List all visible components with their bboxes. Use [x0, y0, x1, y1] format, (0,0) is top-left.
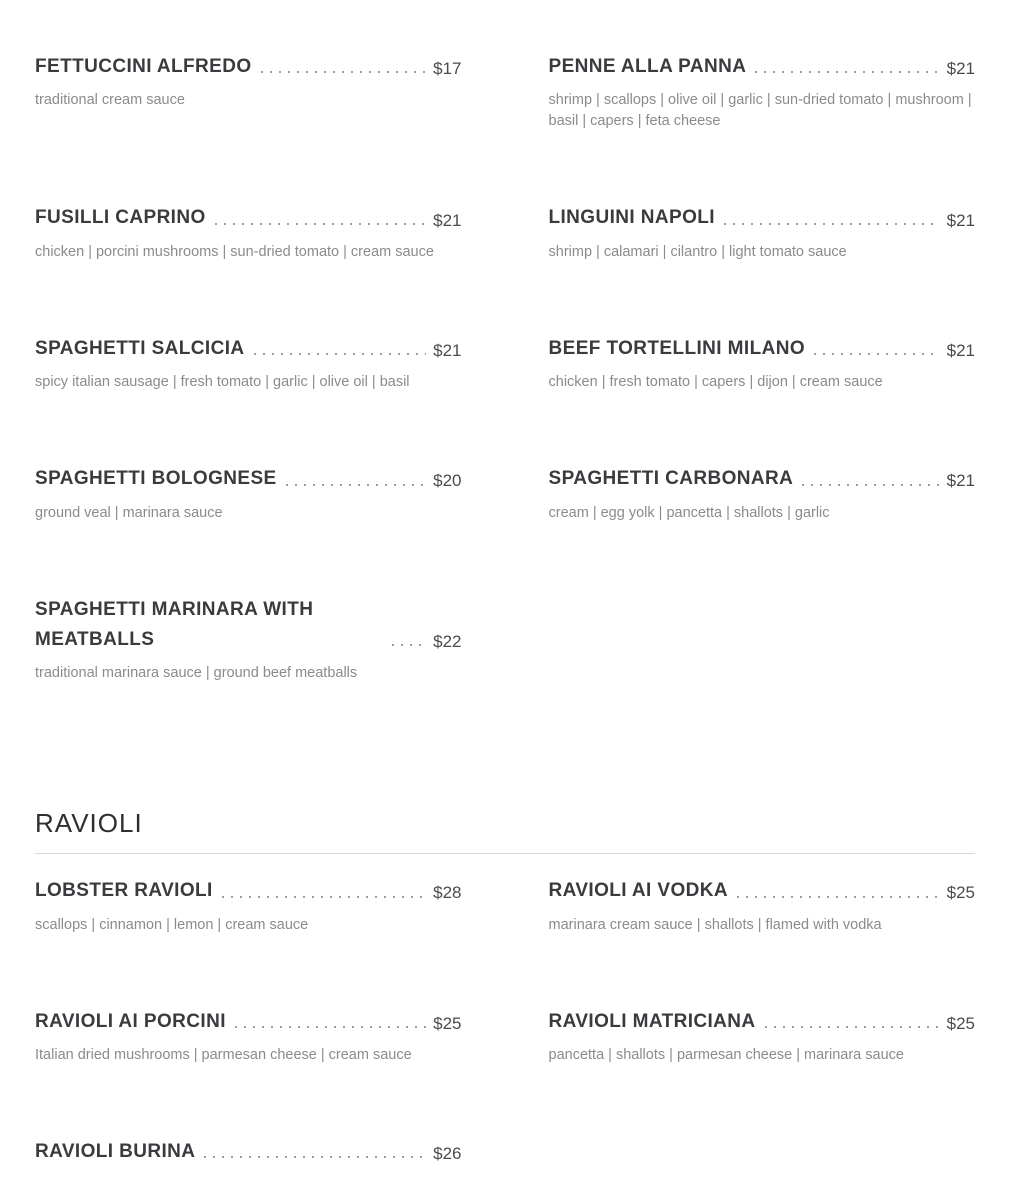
- item-price: $25: [433, 1013, 462, 1033]
- ravioli-section: [35, 876, 975, 1180]
- item-desc: marinara cream sauce | shallots | flamed with vodka: [548, 916, 882, 933]
- pasta-section: [35, 0, 975, 755]
- item-line: [549, 876, 976, 906]
- item-name: BEEF TORTELLINI MILANO: [548, 337, 805, 359]
- item-name: SPAGHETTI BOLOGNESE: [35, 468, 277, 490]
- dot-leader: [254, 353, 427, 355]
- menu-item: [549, 876, 976, 935]
- menu-item: [35, 464, 462, 523]
- section-divider: [35, 853, 975, 854]
- item-name: RAVIOLI BURINA: [35, 1140, 196, 1162]
- item-price: $26: [433, 1144, 462, 1164]
- item-name: SPAGHETTI CARBONARA: [548, 468, 794, 490]
- dot-leader: [235, 1026, 426, 1028]
- menu-item: [35, 876, 462, 935]
- dot-leader: [755, 71, 939, 73]
- item-price: $21: [946, 210, 975, 230]
- item-line: [35, 464, 462, 494]
- dot-leader: [392, 644, 426, 646]
- item-price: $20: [433, 471, 462, 491]
- menu-item: [35, 1137, 462, 1167]
- item-desc: spicy italian sausage | fresh tomato | garlic | olive oil | basil: [35, 374, 410, 391]
- dot-leader: [261, 71, 427, 73]
- item-name: RAVIOLI AI VODKA: [548, 880, 729, 902]
- item-desc: shrimp | scallops | olive oil | garlic | sun-dried tomato | mushroom | basil | capers | feta cheese: [548, 92, 972, 130]
- item-price: $21: [946, 340, 975, 360]
- item-desc: shrimp | calamari | cilantro | light tomato sauce: [548, 243, 847, 260]
- menu-item: [35, 334, 462, 393]
- menu-item: [35, 203, 462, 262]
- item-price: $25: [946, 883, 975, 903]
- item-line: [35, 203, 462, 233]
- item-name: SPAGHETTI MARINARA WITH MEATBALLS: [35, 598, 314, 650]
- menu-item: [549, 203, 976, 262]
- item-desc: Italian dried mushrooms | parmesan cheese | cream sauce: [35, 1046, 412, 1063]
- item-price: $21: [946, 59, 975, 79]
- item-desc: traditional marinara sauce | ground beef meatballs: [35, 665, 358, 682]
- item-line: [35, 1137, 462, 1167]
- item-line: [35, 595, 462, 656]
- dot-leader: [204, 1156, 426, 1158]
- dot-leader: [737, 896, 940, 898]
- item-desc: ground veal | marinara sauce: [35, 504, 223, 521]
- item-name: FETTUCCINI ALFREDO: [35, 56, 252, 77]
- dot-leader: [222, 896, 426, 898]
- menu-item: [35, 595, 462, 685]
- item-desc: pancetta | shallots | parmesan cheese | marinara sauce: [548, 1046, 904, 1063]
- item-name: RAVIOLI MATRICIANA: [548, 1010, 756, 1032]
- item-line: [35, 876, 462, 906]
- item-name: PENNE ALLA PANNA: [548, 56, 747, 77]
- menu-item: [549, 1007, 976, 1066]
- section-heading: RAVIOLI: [35, 808, 143, 839]
- item-line: [549, 464, 976, 494]
- item-line: [35, 52, 462, 82]
- item-price: $17: [433, 59, 462, 79]
- menu-item: [549, 334, 976, 393]
- item-price: $28: [433, 883, 462, 903]
- item-line: [549, 334, 976, 364]
- dot-leader: [286, 484, 427, 486]
- item-price: $22: [433, 632, 462, 652]
- item-name: RAVIOLI AI PORCINI: [35, 1010, 226, 1032]
- item-desc: chicken | porcini mushrooms | sun-dried tomato | cream sauce: [35, 243, 434, 260]
- item-desc: traditional cream sauce: [35, 92, 185, 109]
- ravioli-section-header: [35, 807, 975, 854]
- dot-leader: [724, 223, 940, 225]
- item-price: $21: [433, 210, 462, 230]
- item-line: [549, 203, 976, 233]
- item-desc: chicken | fresh tomato | capers | dijon | cream sauce: [548, 374, 883, 391]
- dot-leader: [814, 353, 940, 355]
- item-name: LINGUINI NAPOLI: [548, 207, 715, 229]
- menu-item: [549, 464, 976, 523]
- dot-leader: [765, 1026, 940, 1028]
- dot-leader: [215, 223, 426, 225]
- dot-leader: [802, 484, 939, 486]
- menu-item: [35, 1007, 462, 1066]
- item-desc: scallops | cinnamon | lemon | cream sauce: [35, 916, 309, 933]
- item-line: [35, 334, 462, 364]
- item-line: [549, 52, 976, 82]
- item-name: LOBSTER RAVIOLI: [35, 880, 213, 902]
- item-desc: cream | egg yolk | pancetta | shallots | garlic: [548, 504, 830, 521]
- item-name: SPAGHETTI SALCICIA: [35, 337, 245, 359]
- item-name: FUSILLI CAPRINO: [35, 207, 206, 229]
- item-price: $21: [433, 340, 462, 360]
- item-price: $21: [946, 471, 975, 491]
- item-price: $25: [946, 1013, 975, 1033]
- menu-item: [35, 52, 462, 111]
- item-line: [35, 1007, 462, 1037]
- menu-item: [549, 52, 976, 132]
- item-line: [549, 1007, 976, 1037]
